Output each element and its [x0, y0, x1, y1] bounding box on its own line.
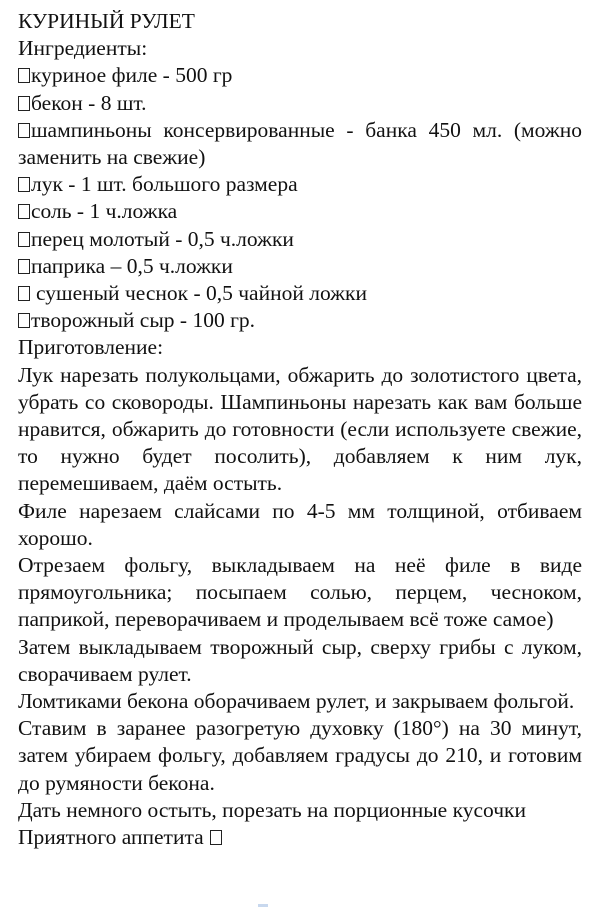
ingredient-item: перец молотый - 0,5 ч.ложки [18, 226, 582, 253]
ingredient-item: лук - 1 шт. большого размера [18, 171, 582, 198]
ingredient-item: творожный сыр - 100 гр. [18, 307, 582, 334]
ingredients-heading: Ингредиенты: [18, 36, 148, 61]
checkbox-icon [18, 68, 30, 83]
checkbox-icon [18, 313, 30, 328]
checkbox-icon [18, 177, 30, 192]
checkbox-icon [18, 259, 30, 274]
step-paragraph: Ломтиками бекона оборачиваем рулет, и закрываем фольгой. [18, 689, 575, 714]
page-edge-mark [258, 904, 268, 907]
checkbox-icon [18, 204, 30, 219]
ingredient-item: шампиньоны консервированные - банка 450 мл. (можно заменить на свежие) [18, 117, 582, 170]
step-paragraph: Филе нарезаем слайсами по 4-5 мм толщиной, отбиваем хорошо. [18, 498, 582, 550]
step-paragraph: Затем выкладываем творожный сыр, сверху грибы с луком, сворачиваем рулет. [18, 634, 582, 686]
checkbox-icon [18, 286, 30, 301]
ingredient-item: бекон - 8 шт. [18, 90, 582, 117]
step-paragraph: Дать немного остыть, порезать на порционные кусочки [18, 797, 526, 822]
step-paragraph: Отрезаем фольгу, выкладываем на неё филе в виде прямоугольника; посыпаем солью, перцем, чесноком, паприкой, переворачиваем и проделываем всё тоже самое) [18, 553, 582, 632]
checkbox-icon [210, 830, 222, 845]
ingredient-item: куриное филе - 500 гр [18, 62, 582, 89]
step-paragraph: Лук нарезать полукольцами, обжарить до золотистого цвета, убрать со сковороды. Шампиньоны нарезать как вам больше нравится, обжарить до готовности (если используете свежие, то нужно будет посолить), добавляем к ним лук, перемешиваем, даём остыть. [18, 362, 582, 496]
checkbox-icon [18, 232, 30, 247]
checkbox-icon [18, 96, 30, 111]
recipe-document [18, 8, 582, 851]
step-paragraph: Ставим в заранее разогретую духовку (180°) на 30 минут, затем убираем фольгу, добавляем градусы до 210, и готовим до румяности бекона. [18, 716, 582, 795]
closing-line: Приятного аппетита [18, 824, 582, 851]
ingredient-item: соль - 1 ч.ложка [18, 198, 582, 225]
ingredient-item: сушеный чеснок - 0,5 чайной ложки [18, 280, 582, 307]
recipe-title: КУРИНЫЙ РУЛЕТ [18, 9, 195, 33]
checkbox-icon [18, 123, 30, 138]
ingredient-item: паприка – 0,5 ч.ложки [18, 253, 582, 280]
preparation-heading: Приготовление: [18, 335, 164, 360]
